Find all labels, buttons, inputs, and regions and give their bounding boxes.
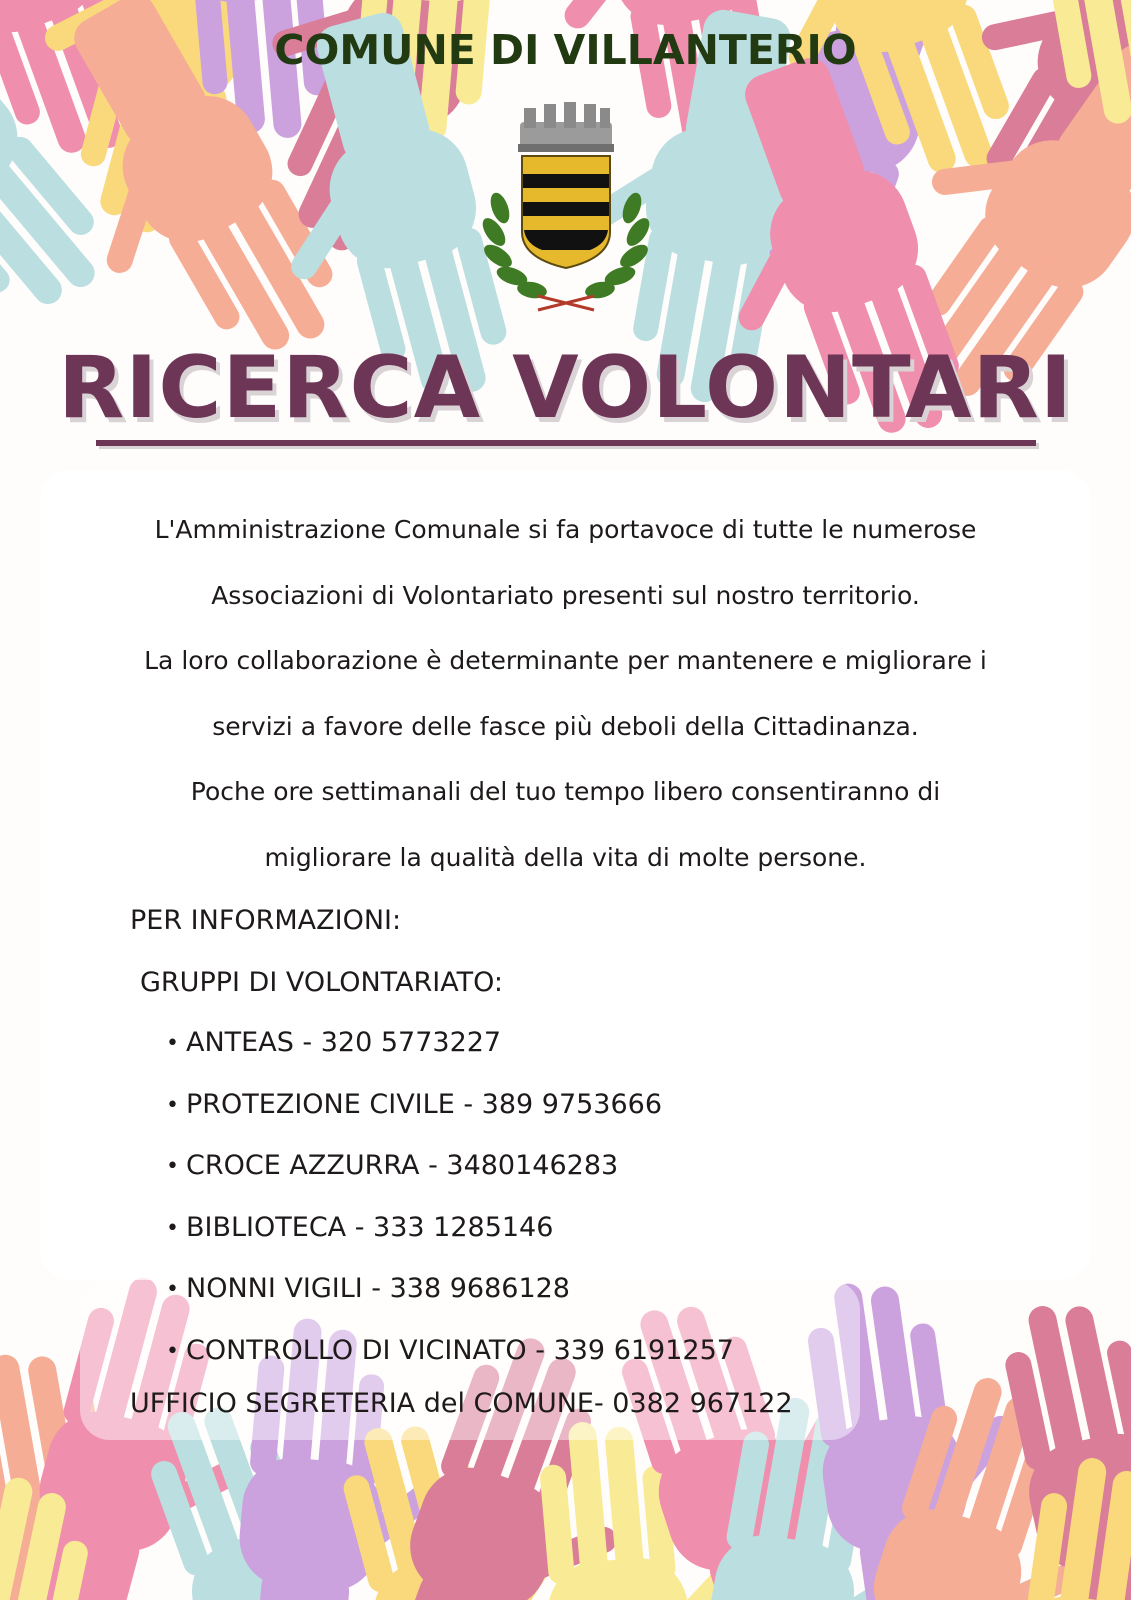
bullet-icon: • [166,1277,179,1302]
contact-text: ANTEAS - 320 5773227 [186,1027,502,1058]
bullet-icon: • [166,1215,179,1241]
intro-line: migliorare la qualità della vita di molte persone. [264,842,867,872]
bullet-icon: • [166,1338,179,1364]
list-item [166,1089,734,1151]
office-contact: UFFICIO SEGRETERIA del COMUNE- 0382 967122 [130,1388,793,1419]
intro-line: Associazioni di Volontariato presenti sul nostro territorio. [211,580,920,610]
title-underline [96,440,1036,446]
contact-text: NONNI VIGILI - 338 9686128 [186,1273,570,1304]
contact-text: BIBLIOTECA - 333 1285146 [186,1211,554,1243]
list-item [166,1212,734,1274]
contact-list [166,1027,734,1396]
contact-text: PROTEZIONE CIVILE - 389 9753666 [186,1088,663,1120]
intro-line: servizi a favore delle fasce più deboli della Cittadinanza. [212,711,919,741]
bullet-icon: • [166,1031,179,1056]
page-title: RICERCA VOLONTARI [58,338,1073,438]
bullet-icon: • [166,1154,179,1179]
intro-line: La loro collaborazione è determinante per mantenere e migliorare i [144,646,987,675]
intro-line: L'Amministrazione Comunale si fa portavoce di tutte le numerose [154,515,977,544]
contact-text: CONTROLLO DI VICINATO - 339 6191257 [186,1334,734,1366]
contact-text: CROCE AZZURRA - 3480146283 [186,1150,619,1181]
intro-paragraph [60,497,1071,890]
info-heading: PER INFORMAZIONI: [130,905,402,936]
list-item [166,1335,734,1397]
intro-line: Poche ore settimanali del tuo tempo libero consentiranno di [190,777,941,806]
bullet-icon: • [166,1092,179,1118]
town-name: COMUNE DI VILLANTERIO [274,26,857,74]
municipal-crest-icon [478,100,654,316]
list-item [166,1150,734,1212]
list-item [166,1027,734,1089]
groups-heading: GRUPPI DI VOLONTARIATO: [140,967,503,998]
list-item [166,1273,734,1335]
